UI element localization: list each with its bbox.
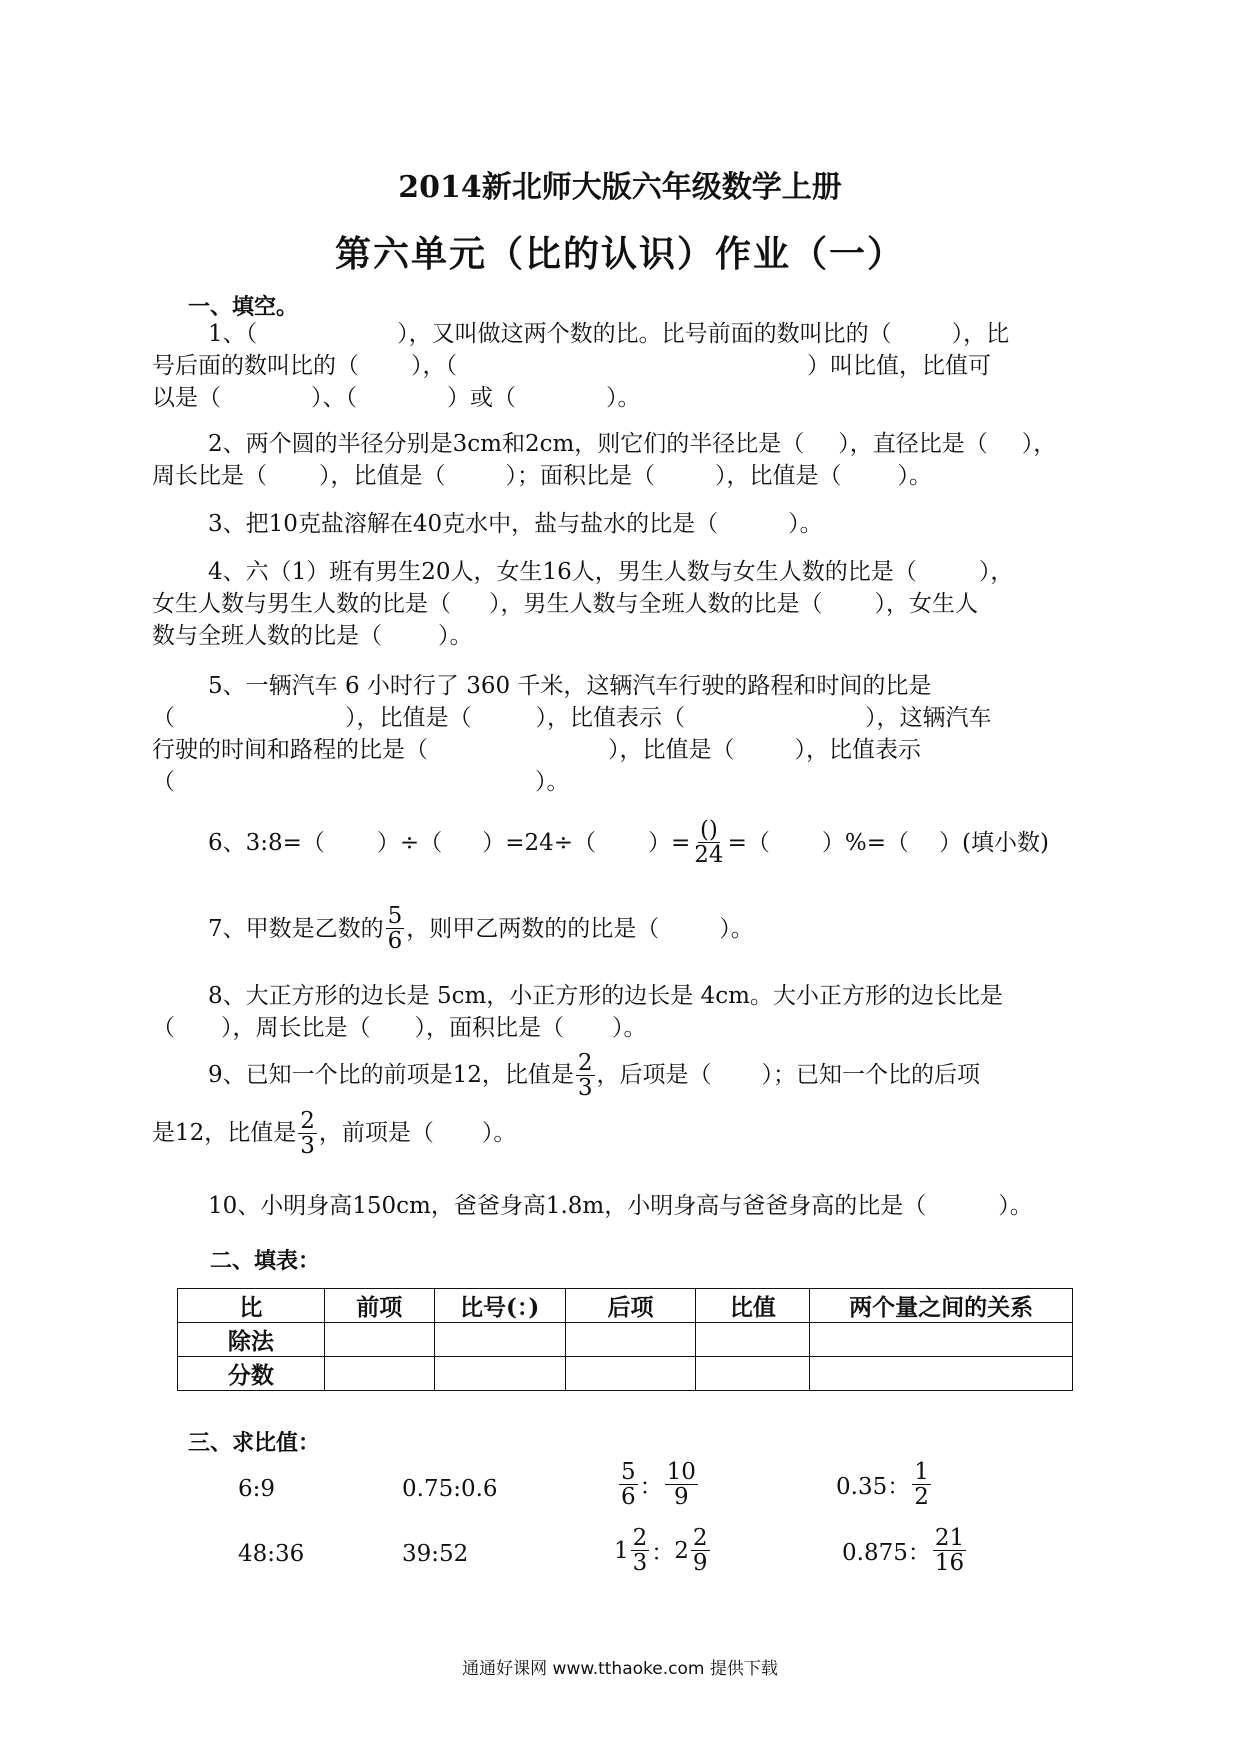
section-fill-table-heading: 二、填表：: [210, 1248, 321, 1274]
ratio-item: 39:52: [402, 1541, 469, 1567]
blank-cell[interactable]: [565, 1357, 696, 1391]
footer-credit: 通通好课网 www.tthaoke.com 提供下载: [462, 1659, 778, 1679]
question-2: 2、两个圆的半径分别是3cm和2cm，则它们的半径比是（ ），直径比是（ ）， 周长比是（ ），比值是（ ）；面积比是（ ），比值是（ ）。: [152, 431, 1057, 489]
unit-title: 第六单元（比的认识）作业（一）: [334, 233, 905, 275]
section-fill-blanks-heading: 一、填空。: [188, 294, 299, 320]
fraction: $\frac{5}{6}$: [387, 903, 403, 954]
document-title: 2014新北师大版六年级数学上册: [398, 170, 842, 205]
table-row: [178, 1357, 1073, 1391]
question-9: 9、已知一个比的前项是12，比值是 $\frac{2}{3}$ ，后项是（ ）；已知一个比的后项 是12，比值是 $\frac{2}{3}$ ，前项是（ ）。: [152, 1049, 981, 1159]
row-label: 除法: [178, 1323, 325, 1357]
fraction: $\frac{()}{24}$: [694, 817, 724, 868]
blank-cell[interactable]: [696, 1323, 810, 1357]
question-8: 8、大正方形的边长是 5cm，小正方形的边长是 4cm。大小正方形的边长比是 （ ），周长比是（ ），面积比是（ ）。: [152, 983, 1003, 1041]
ratio-item: 0.875： $\frac{21}{16}$: [842, 1525, 965, 1576]
blank-cell[interactable]: [324, 1323, 434, 1357]
blank-cell[interactable]: [565, 1323, 696, 1357]
ratio-item: 1 $\frac{2}{3}$ ： 2 $\frac{2}{9}$: [614, 1525, 708, 1576]
table-row: [178, 1323, 1073, 1357]
section-ratio-value-heading: 三、求比值：: [188, 1430, 321, 1456]
ratio-item: 0.35： $\frac{1}{2}$: [836, 1459, 929, 1510]
table-header-row: [178, 1289, 1073, 1323]
fraction: $\frac{2}{3}$: [300, 1107, 315, 1159]
question-6: 6、3:8=（ ）÷（ ）=24÷（ ）= $\frac{()}{24}$ =（ ）%=（ ）(填小数): [208, 817, 1049, 868]
question-3: 3、把10克盐溶解在40克水中，盐与盐水的比是（ ）。: [208, 511, 823, 537]
blank-cell[interactable]: [434, 1323, 565, 1357]
fraction: $\frac{2}{3}$: [577, 1049, 593, 1101]
ratio-table: [177, 1288, 1073, 1391]
question-10: 10、小明身高150cm，爸爸身高1.8m，小明身高与爸爸身高的比是（ ）。: [208, 1193, 1033, 1219]
ratio-item: 6:9: [238, 1476, 276, 1502]
blank-cell[interactable]: [810, 1323, 1073, 1357]
blank-cell[interactable]: [810, 1357, 1073, 1391]
row-label: 分数: [178, 1357, 325, 1391]
question-4: 4、六（1）班有男生20人，女生16人，男生人数与女生人数的比是（ ）， 女生人数与男生人数的比是（ ），男生人数与全班人数的比是（ ），女生人 数与全班人数的比是（ ）。: [152, 559, 1014, 649]
blank-cell[interactable]: [696, 1357, 810, 1391]
question-7: 7、甲数是乙数的 $\frac{5}{6}$ ，则甲乙两数的的比是（ ）。: [208, 903, 754, 954]
question-1: 1、（ ），又叫做这两个数的比。比号前面的数叫比的（ ），比 号后面的数叫比的（ ），（ ）叫比值，比值可 以是（ ）、（ ）或（ ）。: [152, 321, 1010, 411]
table-header: 比: [178, 1289, 325, 1323]
ratio-item: 48:36: [238, 1541, 305, 1567]
blank-cell[interactable]: [434, 1357, 565, 1391]
table-header: 后项: [565, 1289, 696, 1323]
question-5: 5、一辆汽车 6 小时行了 360 千米，这辆汽车行驶的路程和时间的比是 （ ），比值是（ ），比值表示（ ），这辆汽车 行驶的时间和路程的比是（ ），比值是（ ），比值表示 （ ）。: [152, 673, 992, 795]
table-header: 两个量之间的关系: [810, 1289, 1073, 1323]
ratio-item: $\frac{5}{6}$ ： $\frac{10}{9}$: [621, 1459, 696, 1510]
ratio-item: 0.75:0.6: [402, 1476, 498, 1502]
blank-cell[interactable]: [324, 1357, 434, 1391]
table-header: 比号(：): [434, 1289, 565, 1323]
table-header: 比值: [696, 1289, 810, 1323]
table-header: 前项: [324, 1289, 434, 1323]
